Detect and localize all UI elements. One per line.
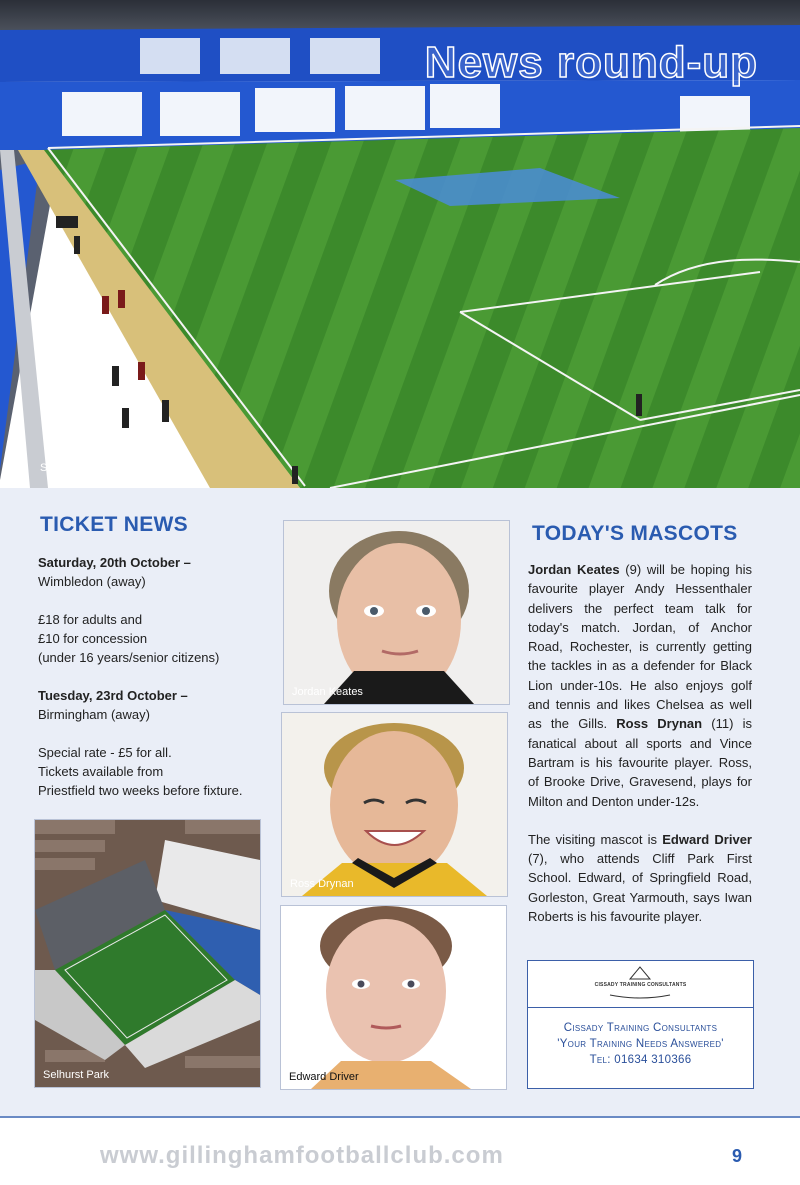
special-rate: Special rate - £5 for all. [38,745,172,760]
visiting-mascot-intro: The visiting mascot is [528,831,663,847]
advert-text [528,1008,753,1068]
mascot-photo-1-caption: Jordan Keates [292,686,363,698]
mascot-photo-1 [283,520,510,705]
mascot-name-edward: Edward Driver [662,831,752,847]
boy-portrait-2 [282,713,507,896]
advert-phone: Tel: 01634 310366 [589,1054,692,1066]
fixture1-opponent: Wimbledon (away) [38,574,146,589]
stand-letters-the [140,38,380,74]
price-concession: £10 for concession [38,631,148,646]
fixture1-date: Saturday, 20th October – [38,555,191,570]
cissady-advert [527,960,754,1089]
boy-portrait-1 [284,521,509,704]
ticket-news-body [38,553,268,819]
aerial-stadium-illustration [35,820,260,1087]
page-title: News round-up [424,38,758,87]
aerial-photo [34,819,261,1088]
mascot-name-jordan: Jordan Keates [528,562,620,577]
mascot-name-ross: Ross Drynan [616,716,703,732]
price-note: (under 16 years/senior citizens) [38,650,220,665]
footer-divider [0,1116,800,1118]
club-website-url: www.gillinghamfootballclub.com [100,1142,504,1169]
cissady-logo [528,961,753,1008]
mascot-photo-3 [280,905,507,1090]
fixture2-date: Tuesday, 23rd October – [38,688,188,703]
mascot-photo-2-caption: Ross Drynan [290,878,354,890]
page-number: 9 [732,1146,743,1166]
advert-slogan: 'Your Training Needs Answered' [557,1038,724,1050]
stadium-photo [0,0,800,488]
mascot-text-jordan: (9) will be hoping his favourite player Andy Hessenthaler delivers the perfect team talk for today's match. Jordan, of Anchor Road, Rochester, is currently getting the tackles in as a defender for Black Lion under-10s. He also enjoys golf and tennis and likes Chelsea as well as the Gills. [528,562,752,732]
ticket-news-heading: TICKET NEWS [40,513,188,536]
logo-text: CISSADY TRAINING CONSULTANTS [594,982,687,988]
fixture2-opponent: Birmingham (away) [38,707,150,722]
mascots-body [528,560,752,945]
mascot-text-edward: (7), who attends Cliff Park First School. Edward, of Springfield Road, Gorleston, Great Yarmouth, says Iwan Roberts is his favourite player. [528,851,752,925]
advert-company: Cissady Training Consultants [563,1022,718,1034]
aerial-caption: Selhurst Park [43,1069,110,1081]
mascots-heading: TODAY'S MASCOTS [532,522,738,545]
mascot-text-ross: (11) is fanatical about all sports and Vince Bartram is his favourite player. Ross, of Brooke Drive, Gravesend, plays for Milton and Denton under-12s. [528,716,752,809]
boy-portrait-3 [281,906,506,1089]
availability-line2: Priestfield two weeks before fixture. [38,783,243,798]
mascot-photo-3-caption: Edward Driver [289,1071,359,1083]
mascot-photo-2 [281,712,508,897]
availability-line1: Tickets available from [38,764,164,779]
stadium-caption: St. Andrews [40,462,99,474]
price-adults: £18 for adults and [38,612,143,627]
